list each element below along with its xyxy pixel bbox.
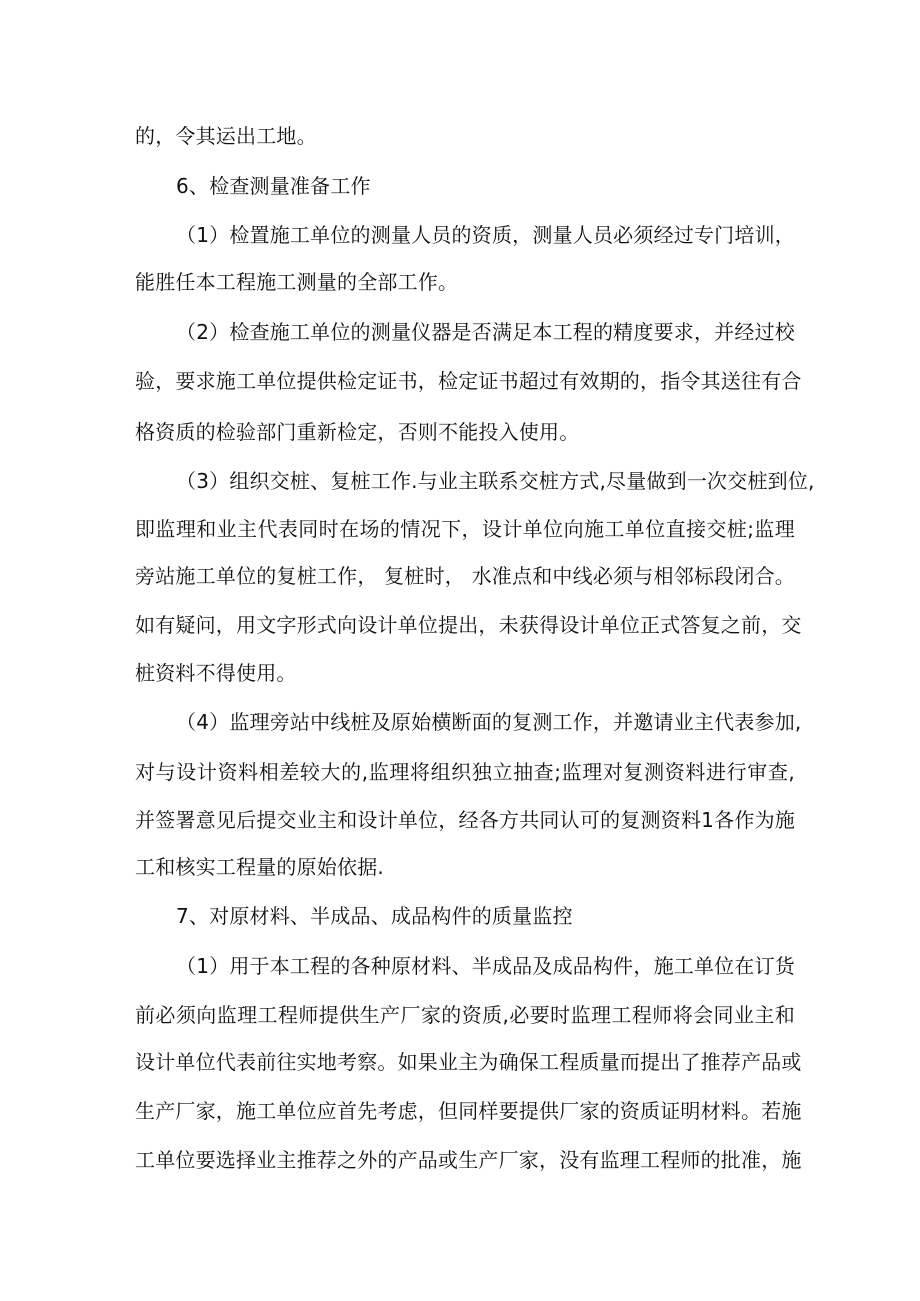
paragraph-7-1-line-1: （1）用于本工程的各种原材料、半成品及成品构件，施工单位在订货 — [176, 954, 795, 978]
paragraph-6-2-line-3: 格资质的检验部门重新检定，否则不能投入使用。 — [135, 420, 580, 444]
paragraph-6-4-line-1: （4）监理旁站中线桩及原始横断面的复测工作，并邀请业主代表参加, — [176, 710, 802, 734]
paragraph-7-1-line-3: 设计单位代表前往实地考察。如果业主为确保工程质量而提出了推荐产品或 — [135, 1050, 802, 1074]
paragraph-6-3-line-3: 旁站施工单位的复桩工作， 复桩时， 水准点和中线必须与相邻标段闭合。 — [135, 564, 795, 588]
paragraph-6-3-line-4: 如有疑问，用文字形式向设计单位提出，未获得设计单位正式答复之前，交 — [135, 613, 802, 637]
section-heading-6: 6、检查测量准备工作 — [176, 174, 371, 198]
paragraph-6-1-line-1: （1）检置施工单位的测量人员的资质，测量人员必须经过专门培训， — [176, 223, 795, 247]
paragraph-6-3-line-2: 即监理和业主代表同时在场的情况下，设计单位向施工单位直接交桩;监理 — [135, 517, 795, 541]
paragraph-6-3-line-1: （3）组织交桩、复桩工作.与业主联系交桩方式,尽量做到一次交桩到位, — [176, 469, 815, 493]
text-line-continuation: 的，令其运出工地。 — [135, 124, 317, 148]
paragraph-6-4-line-3: 并签署意见后提交业主和设计单位，经各方共同认可的复测资料1各作为施 — [135, 808, 795, 832]
paragraph-7-1-line-2: 前必须向监理工程师提供生产厂家的资质,必要时监理工程师将会同业主和 — [135, 1003, 795, 1027]
paragraph-6-1-line-2: 能胜任本工程施工测量的全部工作。 — [135, 270, 459, 294]
paragraph-6-3-line-5: 桩资料不得使用。 — [135, 661, 297, 685]
paragraph-7-1-line-5: 工单位要选择业主推荐之外的产品或生产厂家，没有监理工程师的批准，施 — [135, 1148, 802, 1172]
paragraph-6-2-line-2: 验，要求施工单位提供检定证书，检定证书超过有效期的，指令其送往有合 — [135, 369, 802, 393]
paragraph-6-4-line-4: 工和核实工程量的原始依据. — [135, 855, 384, 879]
section-heading-7: 7、对原材料、半成品、成品构件的质量监控 — [176, 904, 573, 928]
paragraph-7-1-line-4: 生产厂家，施工单位应首先考虑，但同样要提供厂家的资质证明材料。若施 — [135, 1099, 802, 1123]
paragraph-6-4-line-2: 对与设计资料相差较大的,监理将组织独立抽查;监理对复测资料进行审查, — [135, 760, 795, 784]
paragraph-6-2-line-1: （2）检查施工单位的测量仪器是否满足本工程的精度要求，并经过校 — [176, 320, 795, 344]
